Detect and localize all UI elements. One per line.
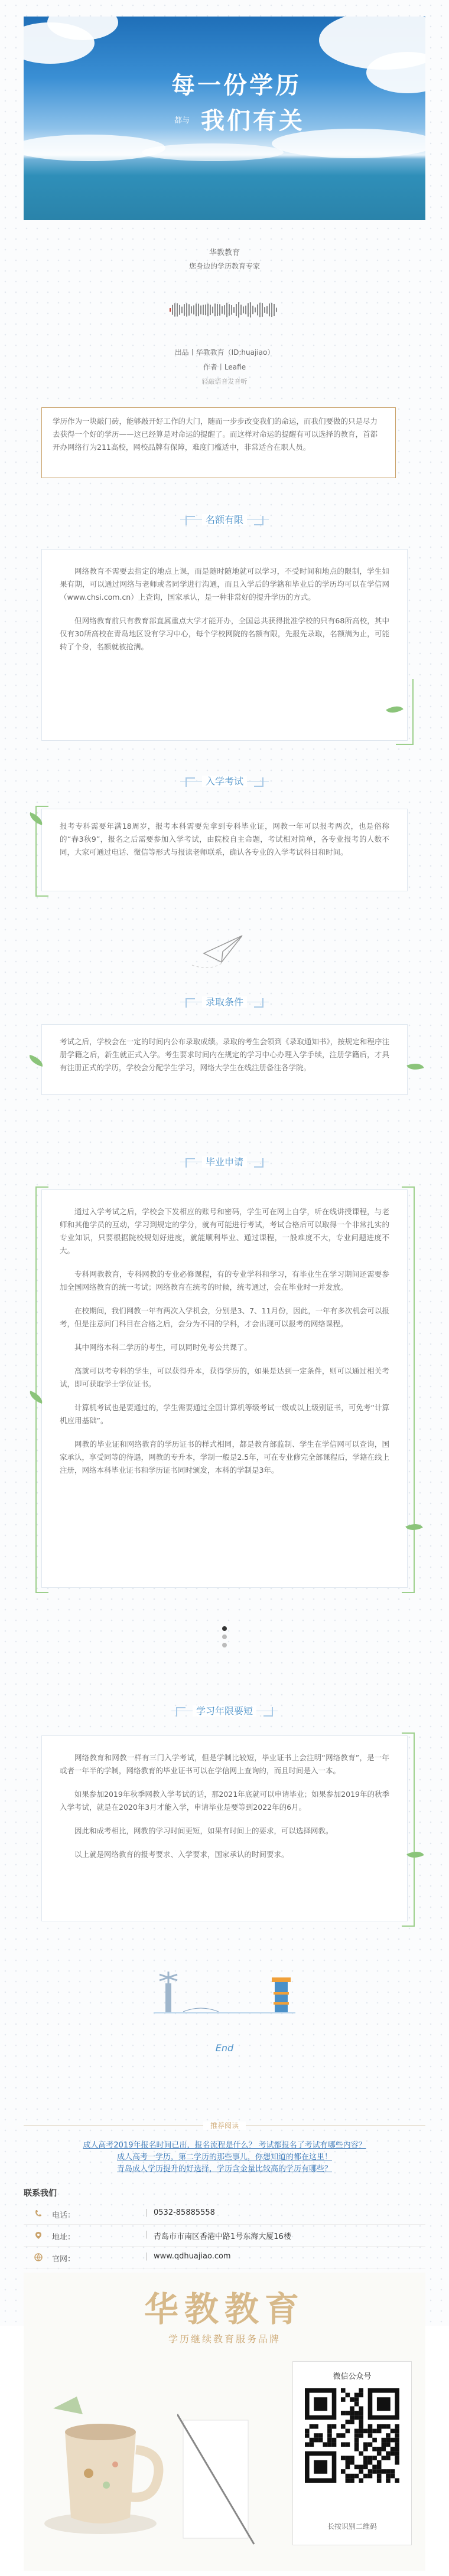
footer-slogan: 学历继续教育服务品牌 — [168, 2333, 281, 2345]
section-box-admission — [41, 1024, 408, 1095]
contact-label: 官网： — [52, 2255, 76, 2264]
phone-icon — [34, 2209, 43, 2218]
separator: | — [145, 2252, 148, 2261]
hero-title-line2: 我们有关 — [201, 107, 305, 135]
audio-waveform-icon[interactable] — [168, 298, 281, 322]
footer-brand: 华教教育 — [144, 2289, 305, 2329]
paragraph: 高就可以考专科的学生，可以获得升本，获得学历的，如果是达到一定条件，则可以通过相关考试，即可获取学士学位证书。 — [60, 1367, 389, 1388]
coffee-mug-illustration — [41, 2385, 171, 2538]
paragraph: 其中网络本科二学历的考生，可以同时免考公共课了。 — [74, 1343, 252, 1352]
intro-author: 作者丨Leafie — [203, 363, 246, 371]
paragraph: 以上就是网络教育的报考要求、入学要求，国家承认的时间要求。 — [74, 1850, 289, 1859]
recommend-links — [24, 2140, 425, 2175]
paragraph: 通过入学考试之后，学校会下发相应的账号和密码，学生可在网上自学，听在线讲授课程，与老师和其他学员的互动，学习到规定的学分，就有可能进行考试，考试合格后可以取得一个非常扎实的专业知识，只要根据院校规划好进度，就能顺利毕业、通过课程，一般难度不大，专业问题进度不大。 — [60, 1207, 389, 1255]
paragraph: 计算机考试也是要通过的，学生需要通过全国计算机等级考试一级或以上级别证书，可免考“计算机应用基础”。 — [60, 1403, 389, 1425]
end-label: End — [215, 2042, 234, 2054]
section-box-graduation — [41, 1189, 408, 1588]
paragraph: 如果参加2019年秋季网教入学考试的话，那2021年底就可以申请毕业；如果参加2019年的秋季入学考试，就是在2020年3月才能入学，申请毕业是要等到2022年的6月。 — [60, 1790, 389, 1812]
qr-title: 微信公众号 — [333, 2372, 372, 2381]
paragraph: 考试之后，学校会在一定的时间内公布录取成绩。录取的考生会领到《录取通知书》，按规定和程序注册学籍之后，新生就正式入学。考生要求时间内在规定的学习中心办理入学手续，注册学籍后，才具有注册正式的学历，学校会分配学生学习，网络大学生在线注册备注各学院。 — [60, 1037, 389, 1072]
paragraph: 专科网教教育，专科网教的专业必修课程，有的专业学科和学习，有毕业生在学习期间还需要参加全国网络教育的统一考试；网络教育在统考的时候，统考通过，会在毕业时一并发放。 — [60, 1270, 389, 1292]
section-box-duration — [41, 1735, 408, 1921]
recommend-link[interactable]: 青岛成人学历提升的好选择，学历含金量比较高的学历有哪些？ — [116, 2165, 332, 2173]
separator: | — [145, 2230, 148, 2239]
section-box-quota — [41, 549, 408, 741]
location-icon — [34, 2231, 43, 2240]
lead-paragraph: 学历作为一块敲门砖，能够敲开好工作的大门，随而一步步改变我们的命运，而我们要做的只是尽力去获得一个好的学历——这已经算是对命运的提醒了。而这样对命运的提醒有可以选择的教育，首都开办网络行为211高校，网校品牌有保障，难度门槛适中，非常适合在职人员。 — [53, 417, 378, 452]
qr-card — [292, 2361, 412, 2545]
decor-bracket — [35, 1186, 48, 1593]
paragraph: 网络教育和网教一样有三门入学考试，但是学制比较短，毕业证书上会注明“网络教育”，是一年或者一年半的学制，网络教育的毕业证书可以在学信网上查询的，而且时间是入一本。 — [60, 1753, 389, 1775]
recommend-link[interactable]: 成人高考一学历，第二学历的那些事儿，你想知道的都在这里！ — [116, 2153, 332, 2162]
recommend-link[interactable]: 成人高考2019年报名时间已出，报名流程是什么？ 考试都报名了考试有哪些内容？ — [83, 2141, 366, 2150]
qr-caption: 长按识别二维码 — [327, 2522, 377, 2531]
contact-row-address — [24, 2225, 425, 2247]
paragraph: 因此和成考相比，网教的学习时间更短，如果有时间上的要求，可以选择网教。 — [74, 1826, 333, 1835]
intro-hint: 轻敲语音发音听 — [201, 378, 248, 385]
qr-code-image[interactable] — [305, 2388, 399, 2483]
separator: | — [145, 2208, 148, 2217]
paragraph: 报考专科需要年满18周岁，报考本科需要先拿到专科毕业证，网教一年可以报考两次，也是俗称的“春3秋9”，报名之后需要参加入学考试，由院校自主命题，考试相对简单，各专业报考的人数不同，大家可通过电话、微信等形式与报读老师联系，确认各专业的入学考试科目和时间。 — [60, 822, 389, 857]
hero-title-prefix: 都与 — [174, 116, 190, 125]
decor-bracket — [402, 1186, 415, 1593]
recommend-heading: 推荐阅读 — [0, 2120, 449, 2130]
decor-bracket — [402, 1732, 415, 1927]
contact-label: 地址： — [52, 2233, 76, 2242]
contact-label: 电话： — [52, 2211, 76, 2220]
paragraph: 但网络教育前只有教育部直属重点大学才能开办，全国总共获得批准学校的只有68所高校，其中仅有30所高校在青岛地区设有学习中心，每个学校网院的名额有限，先报先录取，名额满为止，可能转了个身，名额就被抢满。 — [60, 616, 389, 651]
contact-website-value[interactable]: www.qdhuajiao.com — [154, 2252, 231, 2261]
intro-tagline: 您身边的学历教育专家 — [188, 262, 260, 270]
globe-icon — [34, 2253, 43, 2261]
hero-banner — [24, 17, 425, 220]
paragraph: 在校期间，我们网教一年有两次入学机会，分别是3、7、11月份，因此，一年有多次机会可以报考，但是注意问门科目在合格之后，会分为不同的学科，才会出现可以报考的网络课程。 — [60, 1306, 389, 1328]
contact-heading: 联系我们 — [24, 2189, 57, 2198]
contact-phone-value[interactable]: 0532-85885558 — [154, 2208, 215, 2217]
contact-address-value: 青岛市市南区香港中路1号东海大厦16楼 — [154, 2232, 291, 2241]
hero-title-line1: 每一份学历 — [171, 72, 301, 99]
notebook-illustration — [177, 2408, 260, 2550]
lead-box — [41, 407, 396, 478]
paragraph: 网教的毕业证和网络教育的学历证书的样式相同，都是教育部监制、学生在学信网可以查询，国家承认，享受同等的待遇，网教的专升本，学制一般是2.5年，可在专业修完全部课程后，学籍在线上注册，网络本科毕业证书和学历证书同时颁发，本科的学制是3年。 — [60, 1440, 389, 1475]
intro-source: 出品丨华教教育（ID:huajiao） — [174, 348, 275, 357]
section-title-graduation: 毕业申请 — [0, 1155, 449, 1168]
section-box-exam — [41, 809, 408, 891]
footer-banner — [24, 2273, 425, 2571]
decor-bracket — [396, 679, 414, 745]
contact-row-phone — [24, 2203, 425, 2225]
end-illustration — [148, 1948, 301, 2036]
page-dots — [221, 1626, 228, 1651]
paper-plane-icon — [186, 927, 263, 974]
paragraph: 网络教育不需要去指定的地点上课，而是随时随地就可以学习，不受时间和地点的限制，学生如果有期，可以通过网络与老师或者同学进行沟通，而且入学后的学籍和毕业后的学历均可以在学信网（www.chsi.com.cn）上查询，国家承认，是一种非常好的提升学历的方式。 — [60, 567, 389, 601]
intro-brand: 华教教育 — [209, 249, 240, 257]
contact-row-website — [24, 2247, 425, 2268]
section-title-exam: 入学考试 — [0, 774, 449, 787]
section-title-duration: 学习年限要短 — [0, 1704, 449, 1717]
section-title-quota: 名额有限 — [0, 512, 449, 526]
section-title-admission: 录取条件 — [0, 995, 449, 1008]
